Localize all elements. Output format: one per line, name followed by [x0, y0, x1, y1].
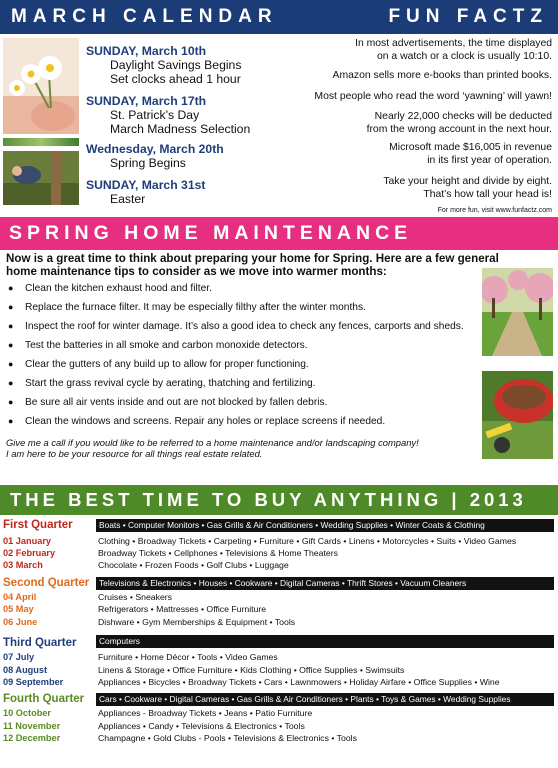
month-label: 04 April [3, 592, 37, 602]
fact-item: Nearly 22,000 checks will be deducted from the wrong account in the next hour. [366, 111, 552, 135]
month-label: 07 July [3, 652, 35, 662]
quarter-bar: Televisions & Electronics • Houses • Cookware • Digital Cameras • Thrift Stores • Vacuum Cleaners [96, 577, 554, 590]
event-date: SUNDAY, March 31st [86, 178, 206, 192]
bullet-icon: ● [8, 359, 14, 369]
month-label: 11 November [3, 721, 61, 731]
quarter-bar: Computers [96, 635, 554, 648]
calendar-event [86, 178, 296, 206]
month-label: 06 June [3, 617, 38, 627]
quarter-heading: Third Quarter [3, 637, 77, 649]
event-line: Daylight Savings Begins [110, 58, 242, 72]
bullet-icon: ● [8, 321, 14, 331]
calendar-heading: MARCH CALENDAR [11, 6, 278, 27]
month-label: 01 January [3, 536, 52, 546]
month-items: Cruises • Sneakers [98, 592, 173, 602]
event-date: Wednesday, March 20th [86, 142, 224, 156]
spring-intro: Now is a great time to think about preparing your home for Spring. Here are a few general home maintenance tips to consider as we move into warmer months: [6, 252, 499, 279]
month-label: 08 August [3, 665, 48, 675]
tip-item: ● Clean the kitchen exhaust hood and filter. [8, 283, 212, 294]
tip-item: ● Clean the windows and screens. Repair any holes or replace screens if needed. [8, 416, 386, 427]
facts-source: For more fun, visit www.funfactz.com [437, 207, 552, 214]
calendar-event [86, 142, 296, 170]
tip-item: ● Replace the furnace filter. It may be especially filthy after the winter months. [8, 302, 366, 313]
fact-item: Most people who read the word ‘yawning’ will yawn! [314, 91, 552, 102]
month-items: Linens & Storage • Office Furniture • Kids Clothing • Office Supplies • Swimsuits [98, 665, 405, 675]
month-label: 05 May [3, 604, 34, 614]
bullet-icon: ● [8, 378, 14, 388]
tip-item: ● Inspect the roof for winter damage. It’s also a good idea to check any fences, carports and sheds. [8, 321, 464, 332]
gardening-photo [3, 151, 79, 205]
month-items: Refrigerators • Mattresses • Office Furniture [98, 604, 267, 614]
fact-item: Microsoft made $16,005 in revenue in its first year of operation. [389, 142, 552, 166]
event-line: Spring Begins [110, 156, 186, 170]
month-items: Broadway Tickets • Cellphones • Televisions & Home Theaters [98, 548, 338, 558]
event-line: Easter [110, 192, 146, 206]
month-label: 10 October [3, 708, 51, 718]
best-time-heading: THE BEST TIME TO BUY ANYTHING | 2013 [0, 485, 558, 515]
calendar-event [86, 94, 296, 136]
bullet-icon: ● [8, 340, 14, 350]
spring-maintenance-heading: SPRING HOME MAINTENANCE [0, 217, 558, 250]
event-line: St. Patrick’s Day [110, 108, 200, 122]
quarter-heading: Second Quarter [3, 577, 90, 589]
fact-item: Take your height and divide by eight. That’s how tall your head is! [383, 176, 552, 200]
quarter-heading: First Quarter [3, 519, 73, 531]
wheelbarrow-photo [482, 371, 553, 459]
fact-item: In most advertisements, the time displayed on a watch or a clock is usually 10:10. [355, 38, 552, 62]
event-line: Set clocks ahead 1 hour [110, 72, 241, 86]
tip-item: ● Clear the gutters of any build up to allow for proper functioning. [8, 359, 309, 370]
month-items: Champagne • Gold Clubs - Pools • Televisions & Electronics • Tools [98, 733, 357, 743]
month-label: 02 February [3, 548, 56, 558]
daisy-photo [3, 38, 79, 134]
event-date: SUNDAY, March 17th [86, 94, 207, 108]
month-label: 09 September [3, 677, 64, 687]
month-items: Furniture • Home Décor • Tools • Video Games [98, 652, 278, 662]
month-items: Dishware • Gym Memberships & Equipment • Tools [98, 617, 296, 627]
decorative-strip [3, 138, 79, 146]
quarter-heading: Fourth Quarter [3, 693, 85, 705]
bullet-icon: ● [8, 302, 14, 312]
month-items: Clothing • Broadway Tickets • Carpeting • Furniture • Gift Cards • Linens • Motorcycles • Suits • Video Games [98, 536, 517, 546]
month-label: 12 December [3, 733, 61, 743]
month-items: Appliances • Bicycles • Broadway Tickets • Cars • Lawnmowers • Holiday Airfare • Office Supplies • Wine [98, 677, 500, 687]
month-items: Chocolate • Frozen Foods • Golf Clubs • Luggage [98, 560, 289, 570]
event-line: March Madness Selection [110, 122, 251, 136]
tree-lined-path-photo [482, 268, 553, 356]
event-date: SUNDAY, March 10th [86, 44, 207, 58]
quarter-bar: Cars • Cookware • Digital Cameras • Gas Grills & Air Conditioners • Plants • Toys & Games • Wedding Supplies [96, 693, 554, 706]
calendar-banner [0, 0, 558, 34]
tip-item: ● Test the batteries in all smoke and carbon monoxide detectors. [8, 340, 308, 351]
bullet-icon: ● [8, 416, 14, 426]
tip-item: ● Start the grass revival cycle by aerating, thatching and fertilizing. [8, 378, 316, 389]
quarter-bar: Boats • Computer Monitors • Gas Grills & Air Conditioners • Wedding Supplies • Winter Coats & Clothing [96, 519, 554, 532]
tip-item: ● Be sure all air vents inside and out are not blocked by fallen debris. [8, 397, 328, 408]
bullet-icon: ● [8, 283, 14, 293]
month-items: Appliances - Broadway Tickets • Jeans • Patio Furniture [98, 708, 313, 718]
month-items: Appliances • Candy • Televisions & Electronics • Tools [98, 721, 305, 731]
bullet-icon: ● [8, 397, 14, 407]
fact-item: Amazon sells more e-books than printed books. [332, 70, 552, 81]
fun-factz-heading: FUN FACTZ [388, 6, 548, 27]
month-label: 03 March [3, 560, 43, 570]
calendar-event [86, 44, 296, 86]
closing-note: Give me a call if you would like to be referred to a home maintenance and/or landscaping company! I am here to be your resource for all things real estate related. [6, 437, 419, 460]
